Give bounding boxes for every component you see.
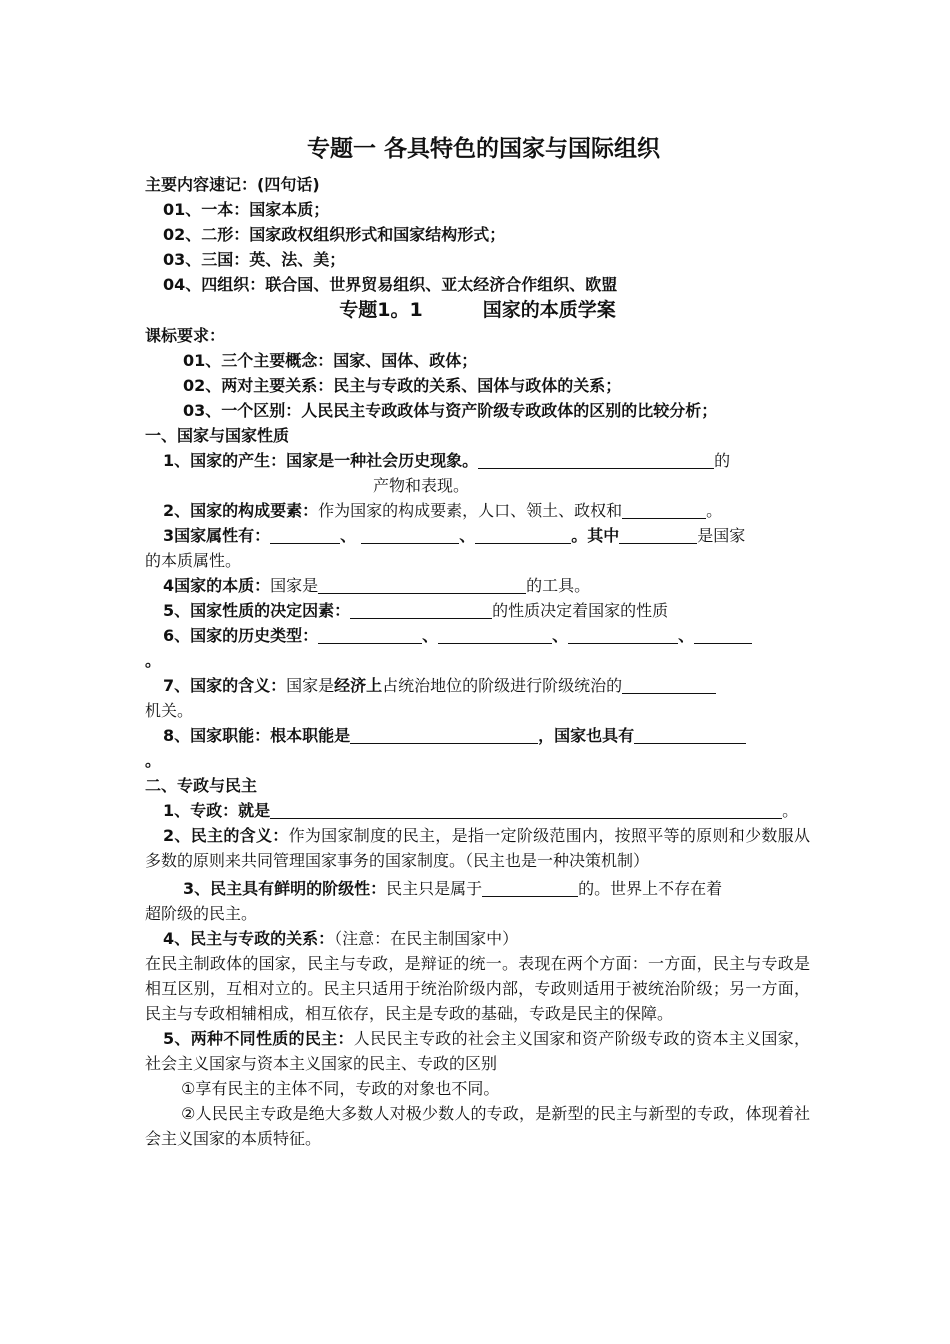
question-label: 8、国家职能：根本职能是 [163, 726, 351, 745]
point-2 [145, 1101, 810, 1151]
question-text: 。 [782, 801, 799, 820]
question-text: 作为国家的构成要素，人口、领土、政权和 [318, 501, 623, 520]
summary-item: 01、一本：国家本质； [163, 200, 330, 219]
democracy-class-cont: 超阶级的民主。 [145, 904, 258, 923]
question-text: 、 [678, 626, 695, 645]
answer-blank[interactable] [694, 626, 752, 644]
question-3 [145, 523, 810, 548]
question-text: 、 [552, 626, 569, 645]
answer-blank[interactable] [361, 526, 459, 544]
answer-blank[interactable] [350, 601, 492, 619]
answer-blank[interactable] [318, 626, 422, 644]
point-text: 享有民主的主体不同，专政的对象也不同。 [195, 1079, 500, 1098]
section2-heading: 二、专政与民主 [145, 776, 258, 795]
requirement-item: 01、三个主要概念：国家、国体、政体； [183, 351, 478, 370]
answer-blank[interactable] [568, 626, 678, 644]
question-2 [145, 498, 810, 523]
summary-heading: 主要内容速记：(四句话) [145, 175, 320, 194]
lesson-subtitle [145, 297, 810, 323]
question-6 [145, 623, 810, 648]
question-8-end: 。 [145, 751, 162, 770]
question-text: 。 [706, 501, 723, 520]
question-text: 、 [459, 526, 476, 545]
question-1-cont: 产物和表现。 [373, 476, 470, 495]
question-text: 是国家 [697, 526, 746, 545]
requirement-item: 02、两对主要关系：民主与专政的关系、国体与政体的关系； [183, 376, 622, 395]
question-text: 作为国家制度的民主，是指一定阶级范围内，按照平等的原则和少数服从多数的原则来共同管理国家事务的国家制度。（民主也是一种决策机制） [145, 826, 810, 870]
question-1 [145, 448, 810, 473]
question-label: 1、国家的产生：国家是一种社会历史现象。 [163, 451, 479, 470]
worksheet-page [145, 132, 810, 1151]
circled-number: ② [181, 1104, 196, 1123]
point-text: 人民民主专政是绝大多数人对极少数人的专政，是新型的民主与新型的专政，体现着社会主义国家的本质特征。 [145, 1104, 810, 1148]
answer-blank[interactable] [318, 576, 526, 594]
question-text: 经济上 [334, 676, 383, 695]
question-text: 。其中 [571, 526, 620, 545]
circled-number: ① [181, 1079, 196, 1098]
question-note: （注意：在民主制国家中） [334, 929, 519, 948]
question-label: 2、国家的构成要素： [163, 501, 319, 520]
question-text: 民主只是属于 [386, 879, 483, 898]
summary-item: 03、三国：英、法、美； [163, 250, 346, 269]
question-text: 国家是 [286, 676, 335, 695]
question-8 [145, 723, 810, 748]
point-1 [145, 1076, 810, 1101]
answer-blank[interactable] [478, 451, 714, 469]
question-label: 7、国家的含义： [163, 676, 287, 695]
question-text: 的性质决定着国家的性质 [492, 601, 669, 620]
answer-blank[interactable] [622, 501, 706, 519]
answer-blank[interactable] [270, 526, 340, 544]
answer-blank[interactable] [270, 801, 782, 819]
relation-heading [145, 926, 810, 951]
question-label: 4、民主与专政的关系： [163, 929, 335, 948]
answer-blank[interactable] [634, 726, 746, 744]
answer-blank[interactable] [438, 626, 552, 644]
question-label: 1、专政：就是 [163, 801, 271, 820]
question-text: 国家是 [270, 576, 319, 595]
question-7 [145, 673, 810, 698]
requirement-item: 03、一个区别：人民民主专政政体与资产阶级专政政体的区别的比较分析； [183, 401, 718, 420]
question-label: 2、民主的含义： [163, 826, 289, 845]
answer-blank[interactable] [482, 879, 578, 897]
question-label: 5、国家性质的决定因素： [163, 601, 351, 620]
question-text: 人民民主专政的社会主义国家和资产阶级专政的资本主义国家，社会主义国家与资本主义国家的民主、专政的区别 [145, 1029, 810, 1073]
answer-blank[interactable] [619, 526, 697, 544]
answer-blank[interactable] [475, 526, 571, 544]
question-text: 的。世界上不存在着 [578, 879, 723, 898]
question-text: 占统治地位的阶级进行阶级统治的 [382, 676, 623, 695]
lesson-number: 专题1。1 [339, 299, 423, 321]
question-text: 的 [714, 451, 731, 470]
question-4 [145, 573, 810, 598]
section1-heading: 一、国家与国家性质 [145, 426, 290, 445]
summary-item: 04、四组织：联合国、世界贸易组织、亚太经济合作组织、欧盟 [163, 275, 618, 294]
question-7-cont: 机关。 [145, 701, 194, 720]
question-text: ，国家也具有 [538, 726, 635, 745]
summary-item: 02、二形：国家政权组织形式和国家结构形式； [163, 225, 506, 244]
question-label: 4国家的本质： [163, 576, 271, 595]
lesson-name: 国家的本质学案 [482, 299, 616, 321]
question-text: 的工具。 [526, 576, 591, 595]
democracy-class-question [145, 876, 810, 901]
question-3-cont: 的本质属性。 [145, 551, 242, 570]
question-label: 3、民主具有鲜明的阶级性： [183, 879, 387, 898]
relation-text: 在民主制政体的国家，民主与专政，是辩证的统一。表现在两个方面：一方面，民主与专政是相互区别，互相对立的。民主只适用于统治阶级内部，专政则适用于被统治阶级；另一方面，民主与专政相辅相成，相互依存，民主是专政的基础，专政是民主的保障。 [145, 954, 810, 1023]
question-text: 、 [422, 626, 439, 645]
dictatorship-question [145, 798, 810, 823]
question-5 [145, 598, 810, 623]
question-6-end: 。 [145, 651, 162, 670]
question-label: 5、两种不同性质的民主： [163, 1029, 354, 1048]
question-label: 3国家属性有： [163, 526, 271, 545]
requirements-heading: 课标要求： [145, 326, 226, 345]
question-text: 、 [340, 526, 357, 545]
democracy-definition [145, 823, 810, 873]
page-title: 专题一 各具特色的国家与国际组织 [306, 136, 660, 162]
answer-blank[interactable] [350, 726, 538, 744]
two-democracies [145, 1026, 810, 1076]
answer-blank[interactable] [622, 676, 716, 694]
question-label: 6、国家的历史类型： [163, 626, 319, 645]
